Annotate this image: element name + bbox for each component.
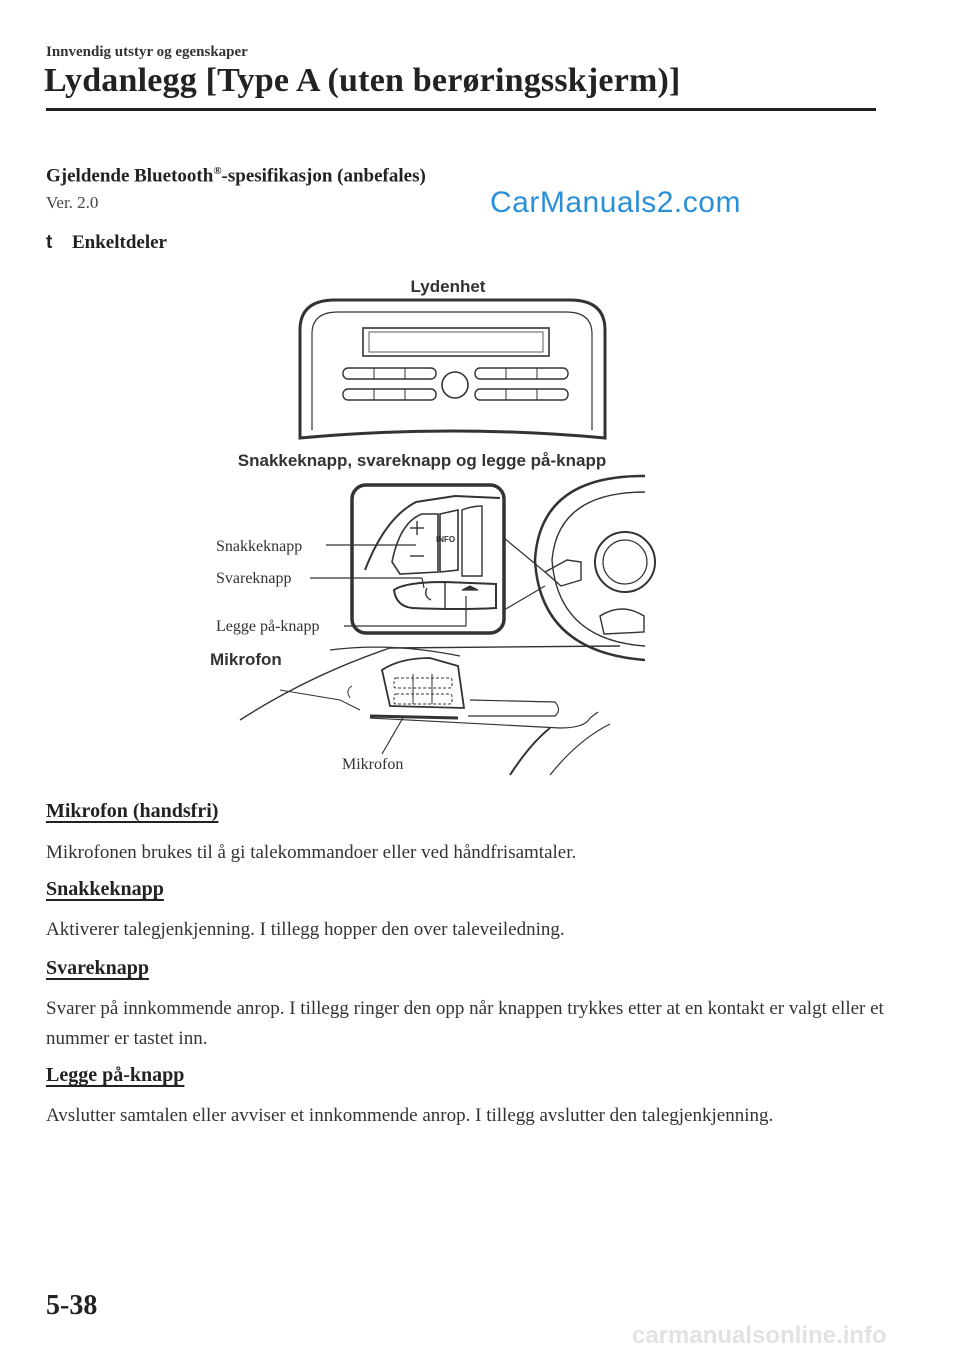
- page-number: 5-38: [46, 1290, 98, 1321]
- answer-button-heading: Svareknapp: [46, 957, 150, 979]
- title-divider: [46, 108, 876, 111]
- spec-heading-post: -spesifikasjon (anbefales): [221, 165, 426, 187]
- buttons-label: Snakkeknapp, svareknapp og legge på-knapp: [237, 451, 607, 470]
- info-button-text: INFO: [436, 535, 456, 544]
- spec-version: Ver. 2.0: [46, 193, 99, 212]
- hangup-button-heading: Legge på-knapp: [46, 1064, 185, 1086]
- breadcrumb: Innvendig utstyr og egenskaper: [46, 44, 248, 60]
- audio-unit-illustration: [300, 300, 605, 438]
- steering-wheel-illustration: [535, 476, 655, 660]
- hangup-button-label: Legge på-knapp: [216, 618, 320, 635]
- microphone-label: Mikrofon: [342, 756, 404, 773]
- talk-button-heading: Snakkeknapp: [46, 878, 164, 900]
- microphone-description: Mikrofonen brukes til å gi talekommandoer eller ved håndfrisamtaler.: [46, 842, 577, 863]
- steering-switch-closeup: [352, 485, 504, 633]
- section-bullet: t: [46, 232, 53, 253]
- section-heading: Enkeltdeler: [72, 232, 167, 253]
- talk-button-description: Aktiverer talegjenkjenning. I tillegg hopper den over taleveiledning.: [46, 919, 565, 940]
- audio-unit-label: Lydenhet: [410, 277, 486, 296]
- overhead-console-illustration: [240, 646, 620, 775]
- spec-heading: [46, 165, 426, 187]
- hangup-button-description: Avslutter samtalen eller avviser et innkommende anrop. I tillegg avslutter den talegjenkjenning.: [46, 1105, 774, 1126]
- answer-button-label: Svareknapp: [216, 570, 292, 587]
- microphone-heading: Mikrofon: [210, 650, 282, 669]
- components-diagram: [200, 270, 660, 785]
- watermark-top: CarManuals2.com: [490, 186, 741, 219]
- microphone-callout: [382, 716, 404, 754]
- registered-mark: ®: [213, 165, 222, 177]
- watermark-bottom: carmanualsonline.info: [632, 1322, 887, 1349]
- page-title: Lydanlegg [Type A (uten berøringsskjerm)]: [44, 62, 681, 99]
- talk-button-label: Snakkeknapp: [216, 538, 303, 555]
- spec-heading-pre: Gjeldende Bluetooth: [46, 165, 214, 187]
- microphone-heading-text: Mikrofon (handsfri): [46, 800, 219, 822]
- answer-button-description: Svarer på innkommende anrop. I tillegg ringer den opp når knappen trykkes etter at en kontakt er valgt eller et nummer er tastet inn.: [46, 998, 884, 1049]
